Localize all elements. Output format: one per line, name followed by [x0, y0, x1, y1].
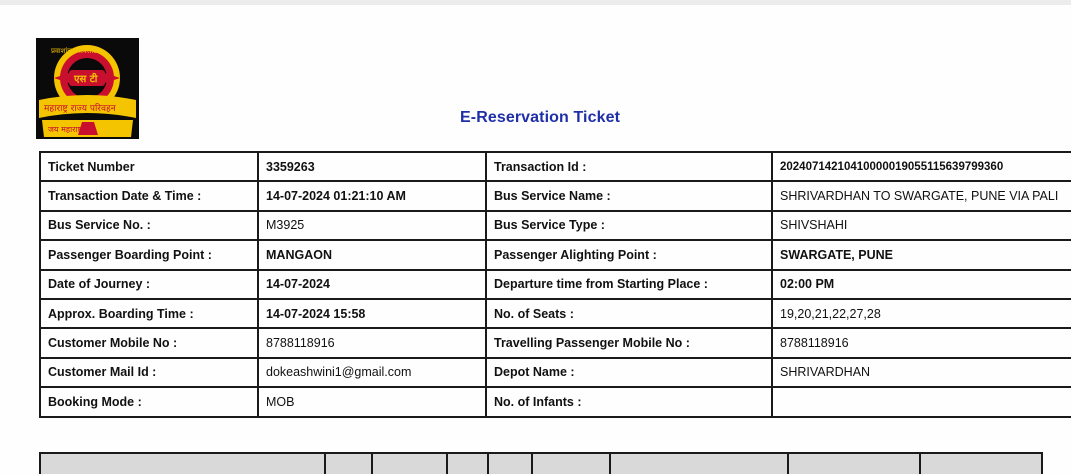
logo-text-bottom: जय महाराष्ट्र [48, 125, 83, 134]
customer-mail-label: Customer Mail Id : [40, 358, 258, 387]
column-divider [324, 454, 326, 474]
departure-time-label: Departure time from Starting Place : [486, 270, 772, 299]
msrtc-logo-icon [36, 38, 139, 139]
column-divider [446, 454, 448, 474]
passenger-mobile-value: 8788118916 [772, 328, 1071, 357]
bus-service-type-label: Bus Service Type : [486, 211, 772, 240]
bus-service-name-value: SHRIVARDHAN TO SWARGATE, PUNE VIA PALI [772, 181, 1071, 210]
page-title: E-Reservation Ticket [460, 109, 620, 126]
column-divider [531, 454, 533, 474]
table-row [40, 299, 1071, 328]
ticket-number-label: Ticket Number [40, 152, 258, 181]
logo-text-banner: महाराष्ट्र राज्य परिवहन [44, 104, 116, 114]
date-of-journey-value: 14-07-2024 [258, 270, 486, 299]
table-row [40, 387, 1071, 416]
customer-mail-value: dokeashwini1@gmail.com [258, 358, 486, 387]
column-divider [919, 454, 921, 474]
boarding-time-label: Approx. Boarding Time : [40, 299, 258, 328]
ticket-number-value: 3359263 [258, 152, 486, 181]
table-row [40, 211, 1071, 240]
bus-service-type-value: SHIVSHAHI [772, 211, 1071, 240]
transaction-id-label: Transaction Id : [486, 152, 772, 181]
no-of-seats-value: 19,20,21,22,27,28 [772, 299, 1071, 328]
alighting-point-label: Passenger Alighting Point : [486, 240, 772, 269]
bus-service-no-value: M3925 [258, 211, 486, 240]
column-divider [787, 454, 789, 474]
no-of-infants-label: No. of Infants : [486, 387, 772, 416]
table-row [40, 181, 1071, 210]
logo-text-center: एस टी [74, 74, 98, 85]
column-divider [487, 454, 489, 474]
booking-mode-value: MOB [258, 387, 486, 416]
table-row [40, 152, 1071, 181]
departure-time-value: 02:00 PM [772, 270, 1071, 299]
depot-name-value: SHRIVARDHAN [772, 358, 1071, 387]
transaction-datetime-label: Transaction Date & Time : [40, 181, 258, 210]
customer-mobile-label: Customer Mobile No : [40, 328, 258, 357]
date-of-journey-label: Date of Journey : [40, 270, 258, 299]
boarding-point-value: MANGAON [258, 240, 486, 269]
boarding-time-value: 14-07-2024 15:58 [258, 299, 486, 328]
bus-service-name-label: Bus Service Name : [486, 181, 772, 210]
logo-text-top: प्रवाशांच्या सेवेसाठी [51, 47, 100, 55]
top-strip [0, 0, 1071, 5]
column-divider [609, 454, 611, 474]
boarding-point-label: Passenger Boarding Point : [40, 240, 258, 269]
customer-mobile-value: 8788118916 [258, 328, 486, 357]
passenger-table-header [39, 452, 1043, 474]
depot-name-label: Depot Name : [486, 358, 772, 387]
transaction-datetime-value: 14-07-2024 01:21:10 AM [258, 181, 486, 210]
ticket-details-table [39, 151, 1071, 418]
transaction-id-value: 202407142104100000190551156397993​60 [772, 152, 1071, 181]
table-row [40, 270, 1071, 299]
no-of-infants-value [772, 387, 1071, 416]
table-row [40, 240, 1071, 269]
column-divider [371, 454, 373, 474]
no-of-seats-label: No. of Seats : [486, 299, 772, 328]
bus-service-no-label: Bus Service No. : [40, 211, 258, 240]
passenger-mobile-label: Travelling Passenger Mobile No : [486, 328, 772, 357]
table-row [40, 328, 1071, 357]
booking-mode-label: Booking Mode : [40, 387, 258, 416]
alighting-point-value: SWARGATE, PUNE [772, 240, 1071, 269]
table-row [40, 358, 1071, 387]
